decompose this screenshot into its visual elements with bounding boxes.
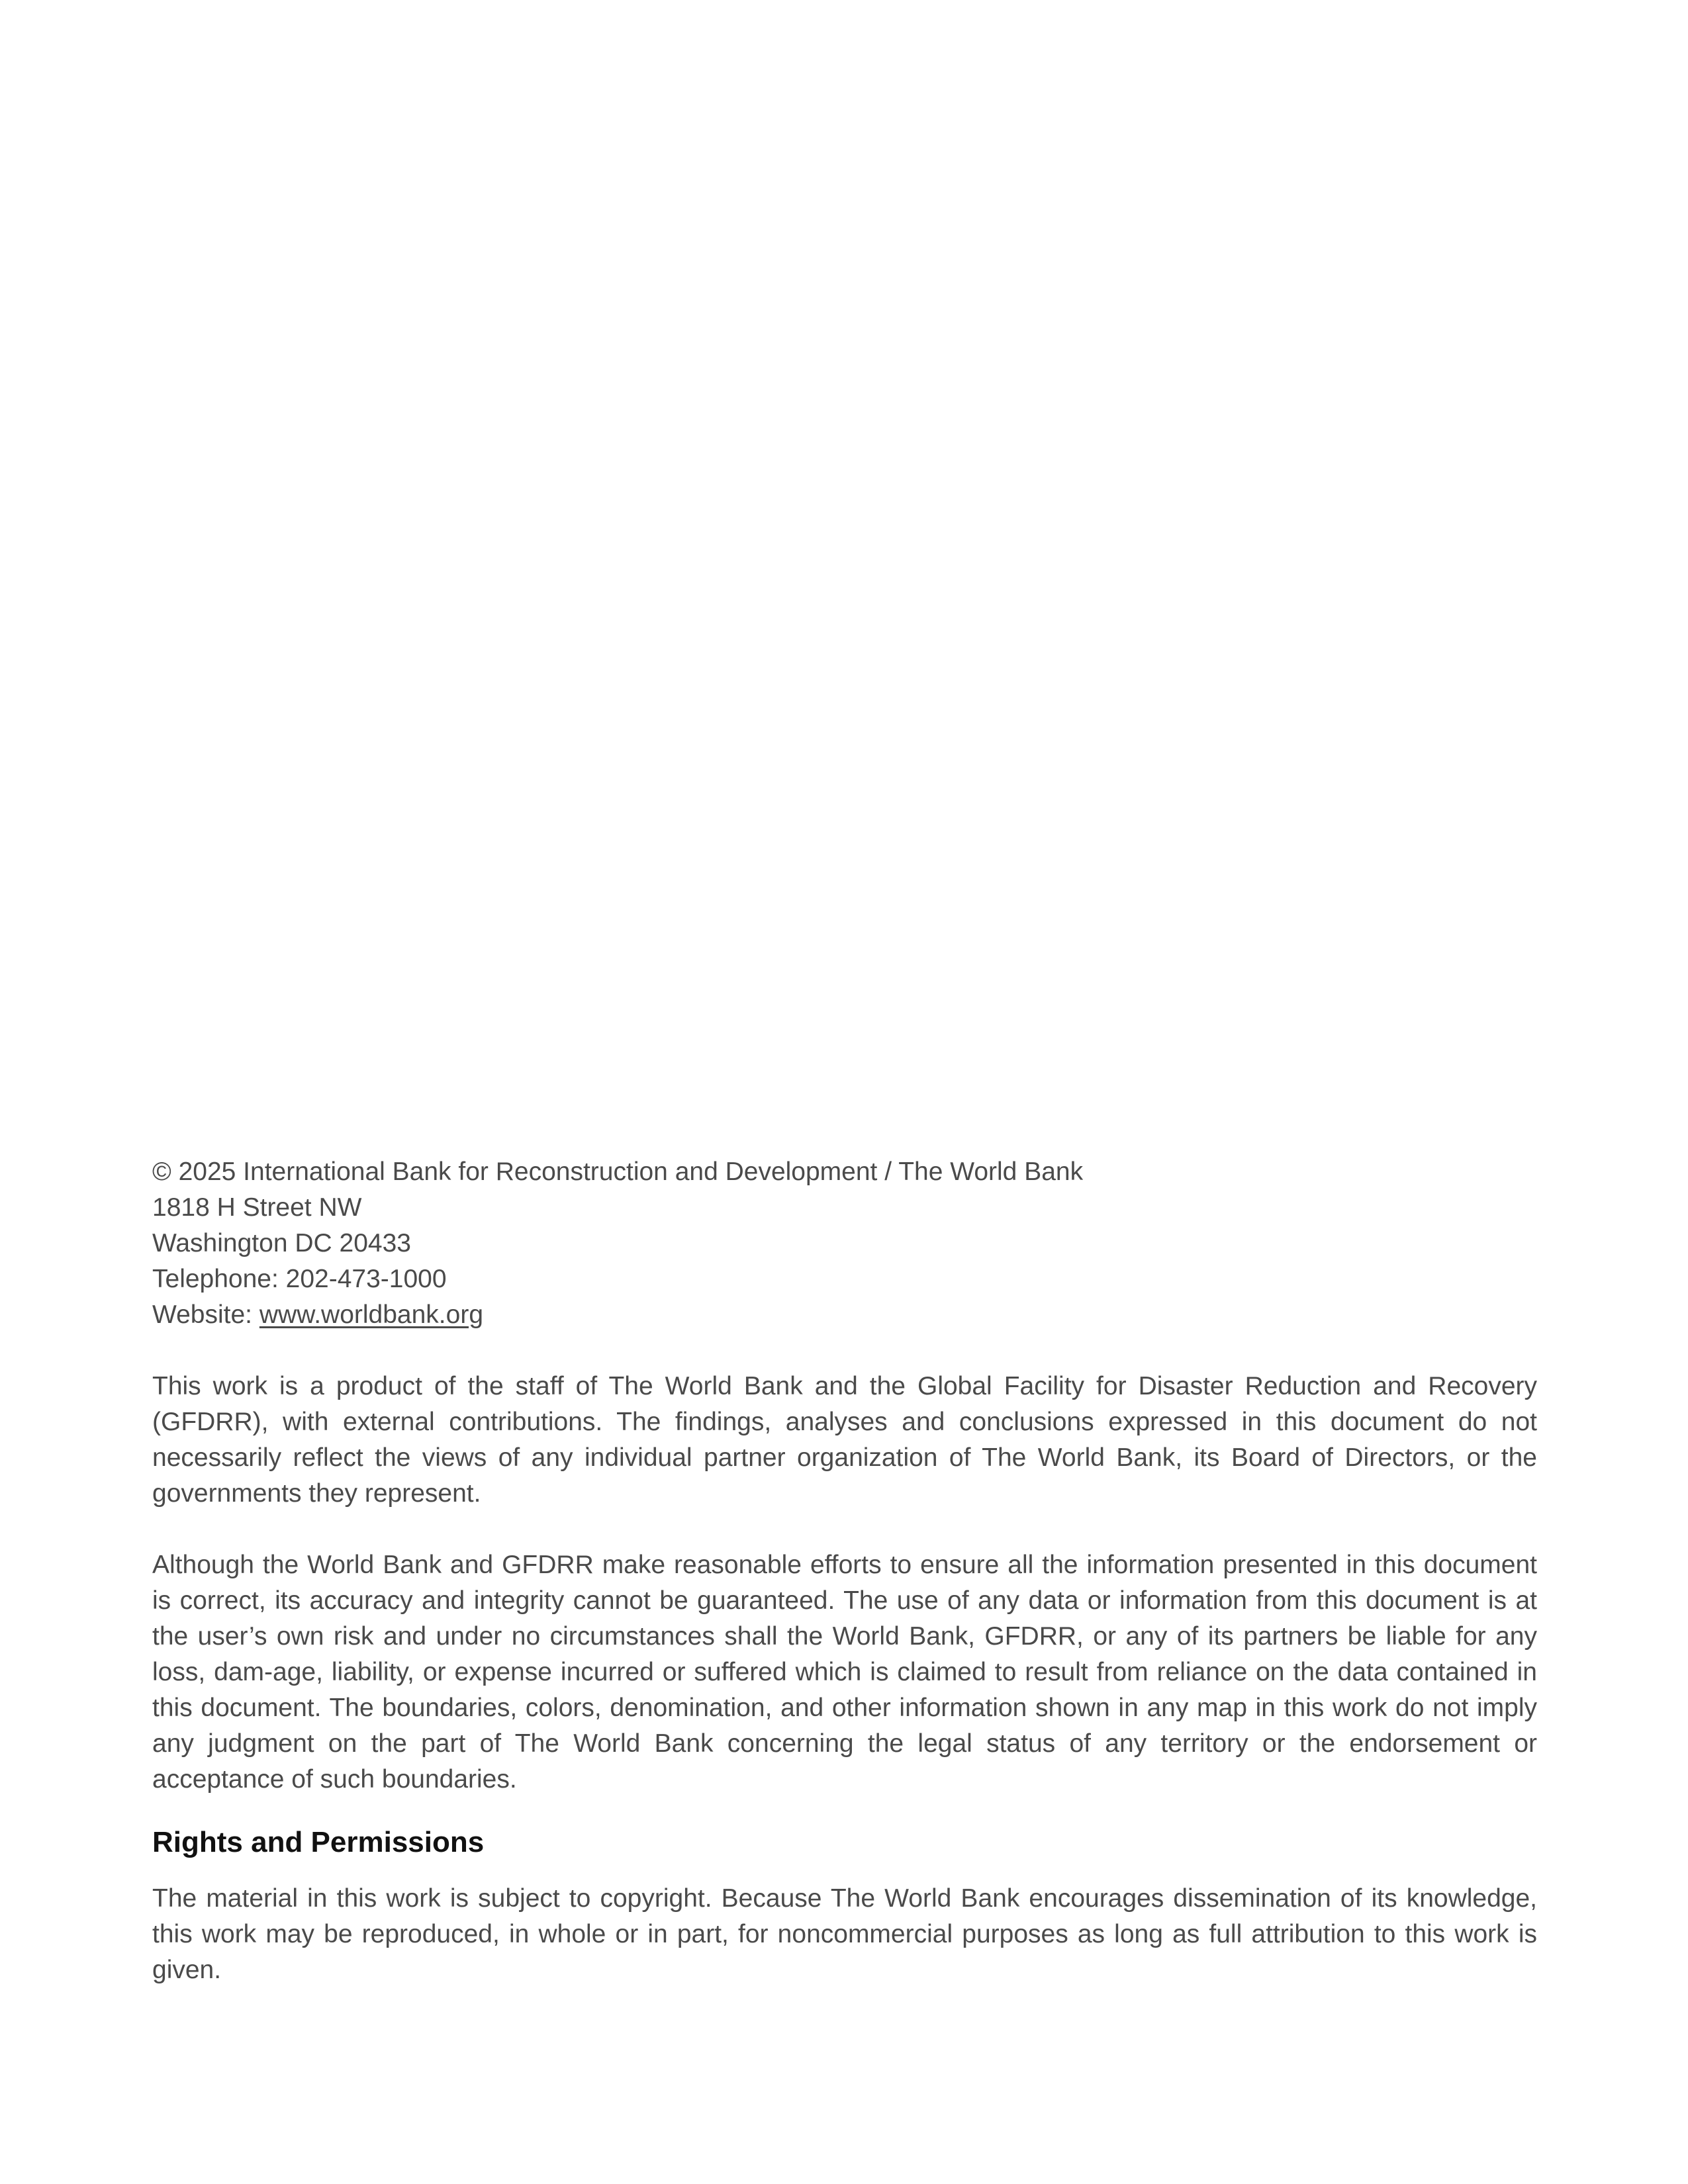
website-line bbox=[152, 1297, 1537, 1333]
copyright-line: © 2025 International Bank for Reconstruction and Development / The World Bank bbox=[152, 1158, 1084, 1186]
website-link[interactable]: www.worldbank.org bbox=[259, 1300, 484, 1329]
address-block bbox=[152, 1154, 1537, 1333]
copyright-page bbox=[152, 1154, 1537, 1988]
telephone-line: Telephone: 202-473-1000 bbox=[152, 1265, 447, 1293]
disclaimer-staff-paragraph: This work is a product of the staff of The World Bank and the Global Facility for Disaster Reduction and Recovery (GFDRR), with external contributions. The findings, analyses and conclusions expressed in this document do not necessarily reflect the views of any individual partner organization of The World Bank, its Board of Directors, or the governments they represent. bbox=[152, 1372, 1537, 1508]
rights-heading: Rights and Permissions bbox=[152, 1826, 485, 1858]
street-line: 1818 H Street NW bbox=[152, 1193, 362, 1222]
disclaimer-accuracy-paragraph: Although the World Bank and GFDRR make reasonable efforts to ensure all the information presented in this document is correct, its accuracy and integrity cannot be guaranteed. The use of any data or information from this document is at the user’s own risk and under no circumstances shall the World Bank, GFDRR, or any of its partners be liable for any loss, dam-age, liability, or expense incurred or suffered which is claimed to result from reliance on the data contained in this document. The boundaries, colors, denomination, and other information shown in any map in this work do not imply any judgment on the part of The World Bank concerning the legal status of any territory or the endorsement or acceptance of such boundaries. bbox=[152, 1551, 1537, 1794]
city-line: Washington DC 20433 bbox=[152, 1229, 411, 1257]
rights-paragraph: The material in this work is subject to copyright. Because The World Bank encourages dissemination of its knowledge, this work may be reproduced, in whole or in part, for noncommercial purposes as long as full attribution to this work is given. bbox=[152, 1884, 1537, 1984]
website-label: Website: bbox=[152, 1300, 259, 1329]
